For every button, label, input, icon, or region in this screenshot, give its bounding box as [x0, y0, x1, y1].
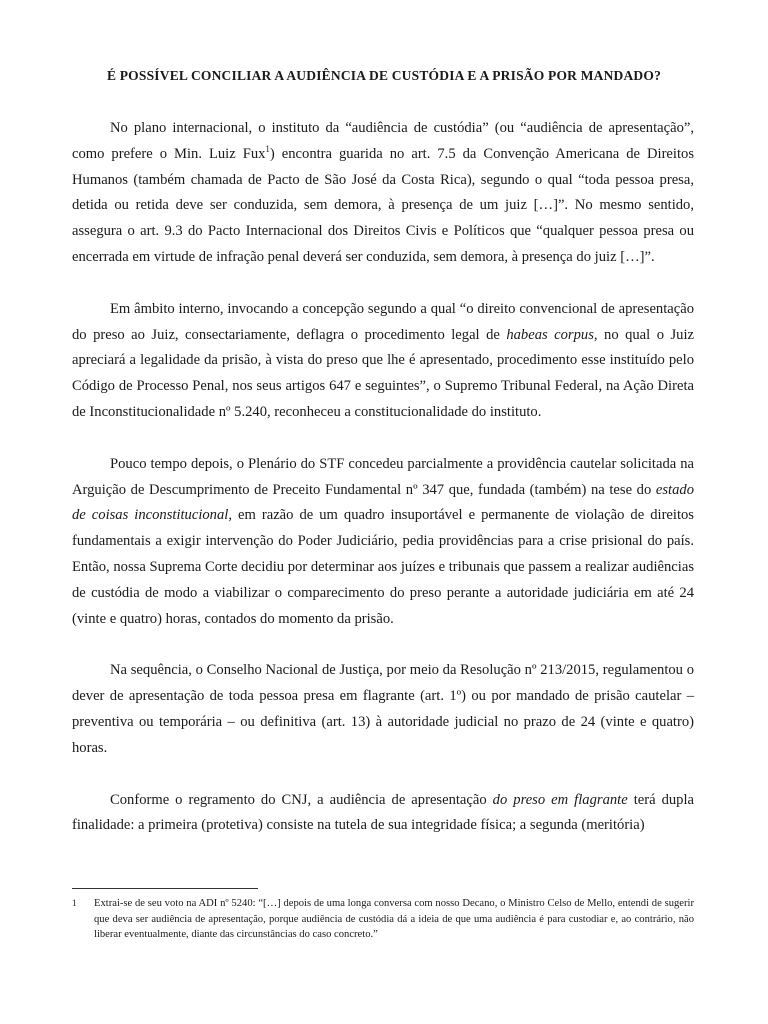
paragraph-1 [72, 116, 694, 271]
paragraph-2-text-a: Em âmbito interno, invocando a concepção segundo a qual “o direito convencional de apresentação do preso ao Juiz, consectariamente, deflagra o procedimento legal de [72, 300, 694, 343]
paragraph-5-text-b: terá dupla finalidade: a primeira (protetiva) consiste na tutela de sua integridade física; a segunda (meritória) [72, 791, 695, 834]
paragraph-2 [72, 297, 694, 426]
paragraph-2-emphasis: habeas corpus [506, 326, 594, 343]
paragraph-3-text-b: , em razão de um quadro insuportável e permanente de violação de direitos fundamentais a exigir intervenção do Poder Judiciário, pedia providências para a crise prisional do país. Então, nossa Suprema Corte decidiu por determinar aos juízes e tribunais que passem a realizar audiências de custódia de modo a viabilizar o comparecimento do preso perante a autoridade judiciária em até 24 (vinte e quatro) horas, contados do momento da prisão. [72, 507, 694, 627]
footnote-number: 1 [72, 898, 77, 908]
paragraph-5-text-a: Conforme o regramento do CNJ, a audiência de apresentação [110, 791, 493, 808]
document-body [72, 116, 694, 865]
paragraph-5-emphasis: do preso em flagrante [492, 791, 628, 808]
paragraph-5 [72, 788, 694, 840]
paragraph-1-text-b: ) encontra guarida no art. 7.5 da Convenção Americana de Direitos Humanos (também chamada de Pacto de São José da Costa Rica), segundo o qual “toda pessoa presa, detida ou retida deve ser conduzida, sem demora, à presença de um juiz […]”. No mesmo sentido, assegura o art. 9.3 do Pacto Internacional dos Direitos Civis e Políticos que “qualquer pessoa presa ou encerrada em virtude de infração penal deverá ser conduzida, sem demora, à presença do juiz […]”. [72, 145, 694, 265]
footnote-ref-1[interactable]: 1 [265, 143, 270, 154]
paragraph-3 [72, 452, 694, 633]
paragraph-3-text-a: Pouco tempo depois, o Plenário do STF concedeu parcialmente a providência cautelar solicitada na Arguição de Descumprimento de Preceito Fundamental nº 347 que, fundada (também) na tese do [72, 455, 694, 498]
footnote-separator [72, 888, 258, 889]
paragraph-2-text-b: , no qual o Juiz apreciará a legalidade da prisão, à vista do preso que lhe é apresentado, procedimento esse instituído pelo Código de Processo Penal, nos seus artigos 647 e seguintes”, o Supremo Tribunal Federal, na Ação Direta de Inconstitucionalidade nº 5.240, reconheceu a constitucionalidade do instituto. [72, 326, 694, 420]
document-title: É POSSÍVEL CONCILIAR A AUDIÊNCIA DE CUSTÓDIA E A PRISÃO POR MANDADO? [106, 68, 662, 83]
paragraph-3-emphasis: estado de coisas inconstitucional [72, 481, 694, 524]
footnote-text: Extrai-se de seu voto na ADI nº 5240: “[…] depois de uma longa conversa com nosso Decano, o Ministro Celso de Mello, entendi de sugerir que deva ser audiência de apresentação, porque audiência de custódia dá a ideia de que uma audiência é para custodiar e, ao contrário, não liberar eventualmente, diante das circunstâncias do caso concreto.” [94, 898, 694, 940]
footnote [72, 896, 694, 943]
paragraph-4: Na sequência, o Conselho Nacional de Justiça, por meio da Resolução nº 213/2015, regulamentou o dever de apresentação de toda pessoa presa em flagrante (art. 1º) ou por mandado de prisão cautelar – preventiva ou temporária – ou definitiva (art. 13) à autoridade judicial no prazo de 24 (vinte e quatro) horas. [72, 662, 694, 756]
paragraph-1-text-a: No plano internacional, o instituto da “audiência de custódia” (ou “audiência de apresentação”, como prefere o Min. Luiz Fux [72, 120, 694, 162]
